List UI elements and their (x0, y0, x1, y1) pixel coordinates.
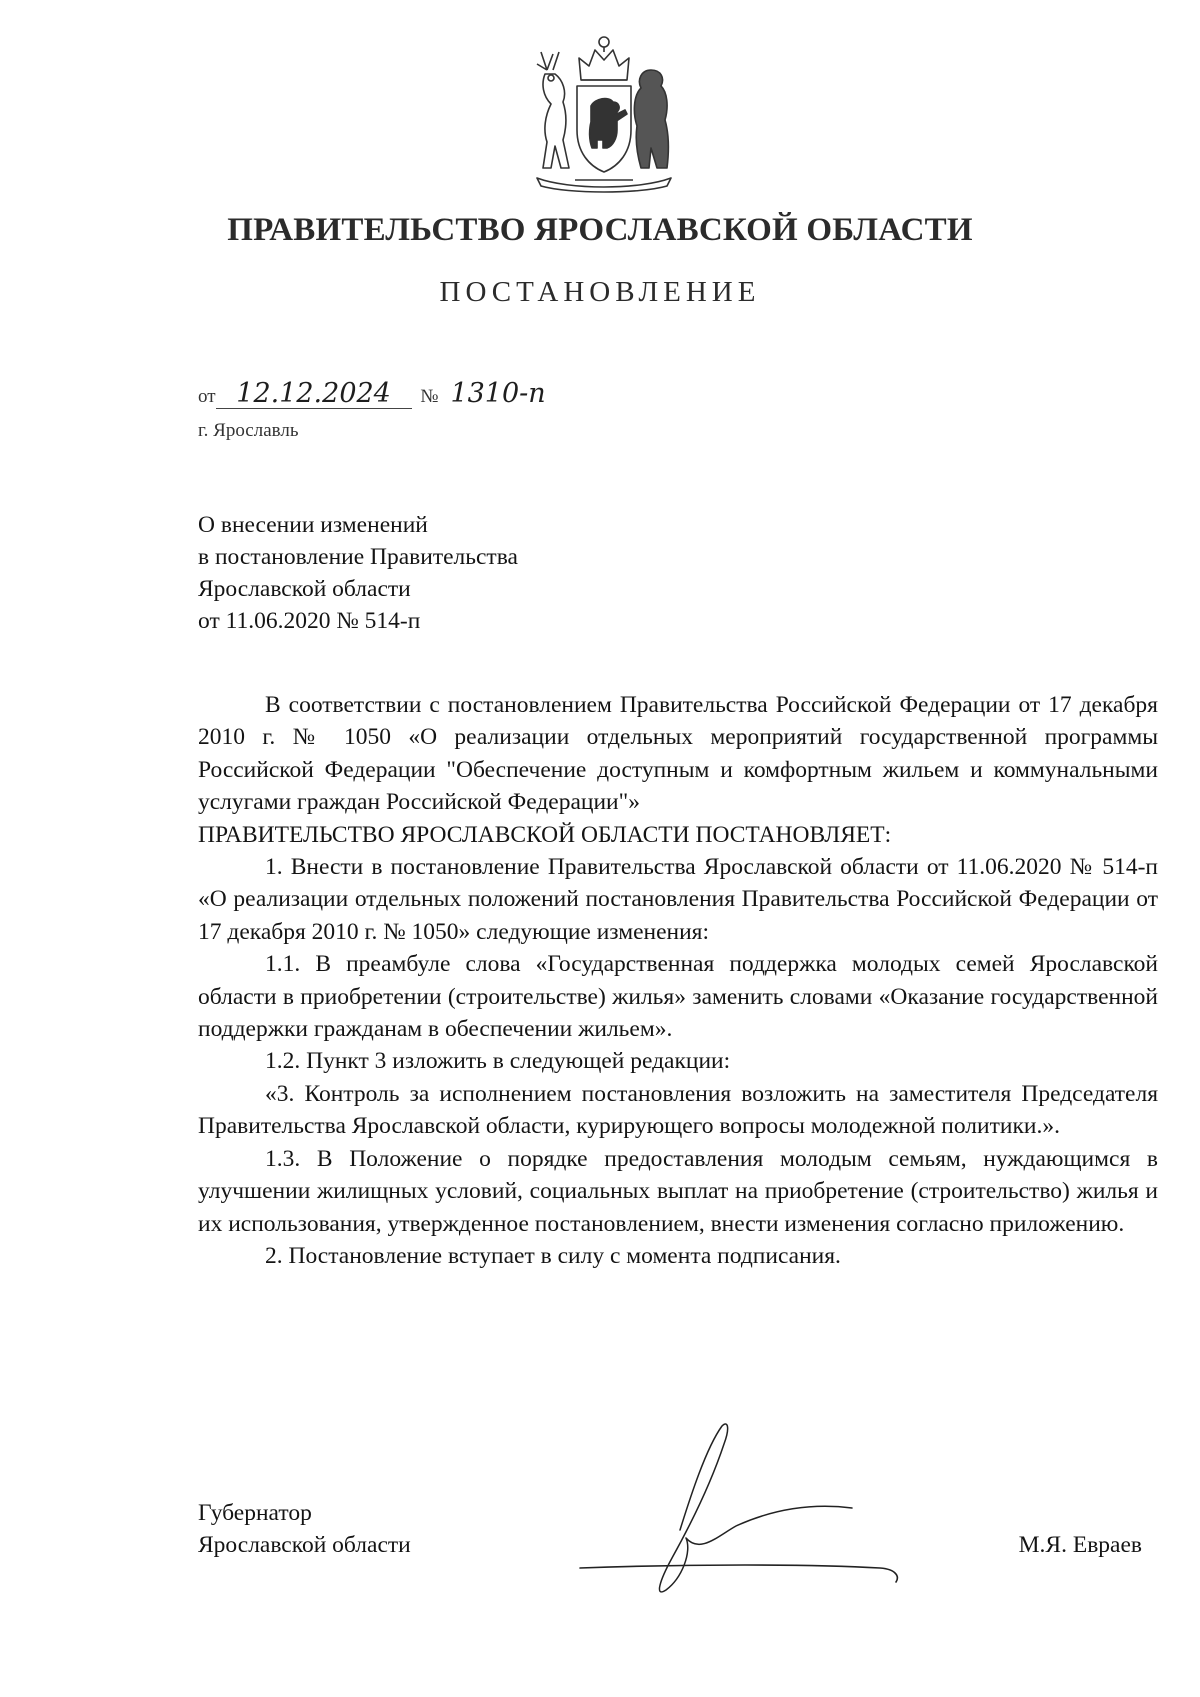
signatory-title-line: Губернатор (198, 1500, 312, 1526)
handwritten-signature-icon (550, 1418, 970, 1618)
date-number-line (198, 380, 568, 409)
subject-line: в постановление Правительства (198, 544, 518, 570)
signatory-name: М.Я. Евраев (1018, 1532, 1142, 1558)
document-body (198, 689, 1158, 1272)
subject-line: Ярославской области (198, 576, 411, 602)
city: г. Ярославль (198, 420, 299, 441)
number-sign: № (420, 386, 439, 407)
item-2-paragraph: 2. Постановление вступает в силу с момента подписания. (265, 1242, 841, 1269)
item-1-2-text-paragraph: «3. Контроль за исполнением постановления возложить на заместителя Председателя Правительства Ярославской области, курирующего вопросы молодежной политики.». (198, 1080, 1158, 1140)
item-1-3-paragraph: 1.3. В Положение о порядке предоставления молодым семьям, нуждающимся в улучшении жилищных условий, социальных выплат на приобретение (строительство) жилья и их использования, утвержденное постановлением, внести изменения согласно приложению. (198, 1145, 1158, 1237)
document-subject (198, 509, 518, 637)
yaroslavl-oblast-coat-of-arms-icon (529, 30, 679, 195)
item-1-2-paragraph: 1.2. Пункт 3 изложить в следующей редакции: (265, 1048, 731, 1075)
document-type: ПОСТАНОВЛЕНИЕ (439, 276, 761, 308)
resolves-heading: ПРАВИТЕЛЬСТВО ЯРОСЛАВСКОЙ ОБЛАСТИ ПОСТАНОВЛЯЕТ: (198, 821, 892, 848)
signatory-title (198, 1497, 411, 1561)
item-1-1-paragraph: 1.1. В преамбуле слова «Государственная поддержка молодых семей Ярославской области в приобретении (строительстве) жилья» заменить словами «Оказание государственной поддержки гражданам в обеспечении жильем». (198, 951, 1158, 1043)
item-1-paragraph: 1. Внести в постановление Правительства Ярославской области от 11.06.2020 № 514-п «О реализации отдельных положений постановления Правительства Российской Федерации от 17 декабря 2010 г. № 1050» следующие изменения: (198, 854, 1158, 945)
preamble-paragraph: В соответствии с постановлением Правительства Российской Федерации от 17 декабря 2010 г. № 1050 «О реализации отдельных мероприятий государственной программы Российской Федерации "Обеспечение доступным и комфортным жильем и коммунальными услугами граждан Российской Федерации"» (198, 692, 1158, 816)
signatory-title-line: Ярославской области (198, 1532, 411, 1558)
handwritten-date: 12.12.2024 (216, 380, 412, 409)
subject-line: от 11.06.2020 № 514-п (198, 608, 421, 634)
organization-title: ПРАВИТЕЛЬСТВО ЯРОСЛАВСКОЙ ОБЛАСТИ (227, 212, 973, 248)
handwritten-number: 1310-п (450, 378, 546, 409)
subject-line: О внесении изменений (198, 512, 428, 538)
date-prefix: от (198, 386, 216, 407)
